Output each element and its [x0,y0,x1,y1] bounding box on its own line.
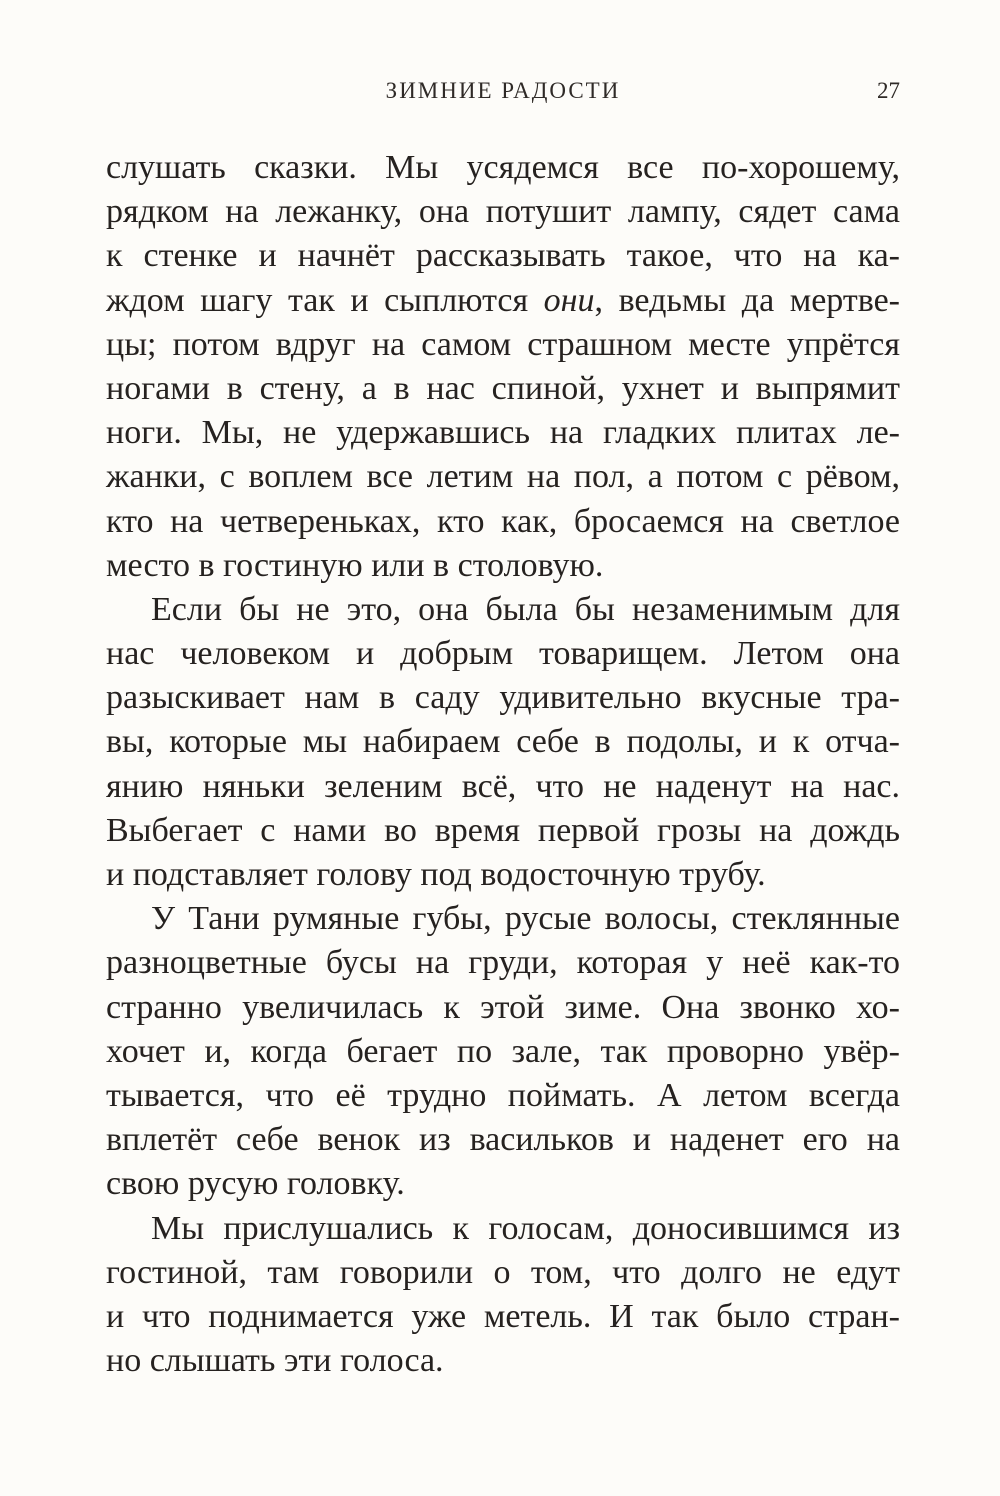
text-line: Если бы не это, она была бы незаменимым для [151,590,900,628]
text-line: разноцветные бусы на груди, которая у неё как-то [106,944,900,982]
text-line: вплетёт себе венок из васильков и наденет его на [106,1121,900,1159]
text-line: и что поднимается уже метель. И так было стран- [106,1297,900,1335]
text-line: гостиной, там говорили о том, что долго не едут [106,1253,900,1291]
text-line: и подставляет голову под водосточную трубу. [106,856,766,893]
text-line: ноги. Мы, не удержавшись на гладких плитах ле- [106,414,900,452]
text-line: ногами в стену, а в нас спиной, ухнет и выпрямит [106,369,900,407]
text-line: хочет и, когда бегает по зале, так проворно увёр- [106,1032,900,1070]
text-line: свою русую головку. [106,1165,405,1203]
text-line: янию няньки зеленим всё, что не наденут на нас. [106,767,900,805]
paragraph-4 [106,1207,900,1384]
text-line: У Тани румяные губы, русые волосы, стеклянные [151,900,900,938]
text-line: место в гостиную или в столовую. [106,546,604,584]
text-fragment: , ведьмы да мертве- [594,281,900,319]
text-line: слушать сказки. Мы усядемся все по-хорошему, [106,149,900,186]
text-line: вы, которые мы набираем себе в подолы, и к отча- [106,723,900,761]
text-line: к стенке и начнёт рассказывать такое, что на ка- [106,237,900,275]
text-line: рядком на лежанку, она потушит лампу, сядет сама [106,193,900,231]
paragraph-3 [106,897,900,1206]
running-head [106,74,900,110]
paragraph-1 [106,146,900,588]
text-line: странно увеличилась к этой зиме. Она звонко хо- [106,988,900,1026]
text-line: разыскивает нам в саду удивительно вкусные тра- [106,679,900,717]
paragraph-2 [106,588,900,897]
text-line: жанки, с воплем все летим на пол, а потом с рёвом, [106,458,900,496]
italic-word: они [543,281,595,319]
chapter-title: ЗИМНИЕ РАДОСТИ [385,78,621,103]
text-line: тывается, что её трудно поймать. А летом всегда [106,1076,900,1114]
text-line: Мы прислушались к голосам, доносившимся из [151,1209,900,1247]
text-line [106,279,900,323]
text-line: цы; потом вдруг на самом страшном месте упрётся [106,325,900,363]
body-text [106,146,900,1383]
text-line: но слышать эти голоса. [106,1342,444,1380]
text-line: кто на четвереньках, кто как, бросаемся на светлое [106,502,900,540]
text-line: Выбегает с нами во время первой грозы на дождь [106,811,900,849]
text-line: нас человеком и добрым товарищем. Летом она [106,635,900,673]
page-number: 27 [877,78,900,103]
text-fragment: ждом шагу так и сыплются [106,281,544,319]
